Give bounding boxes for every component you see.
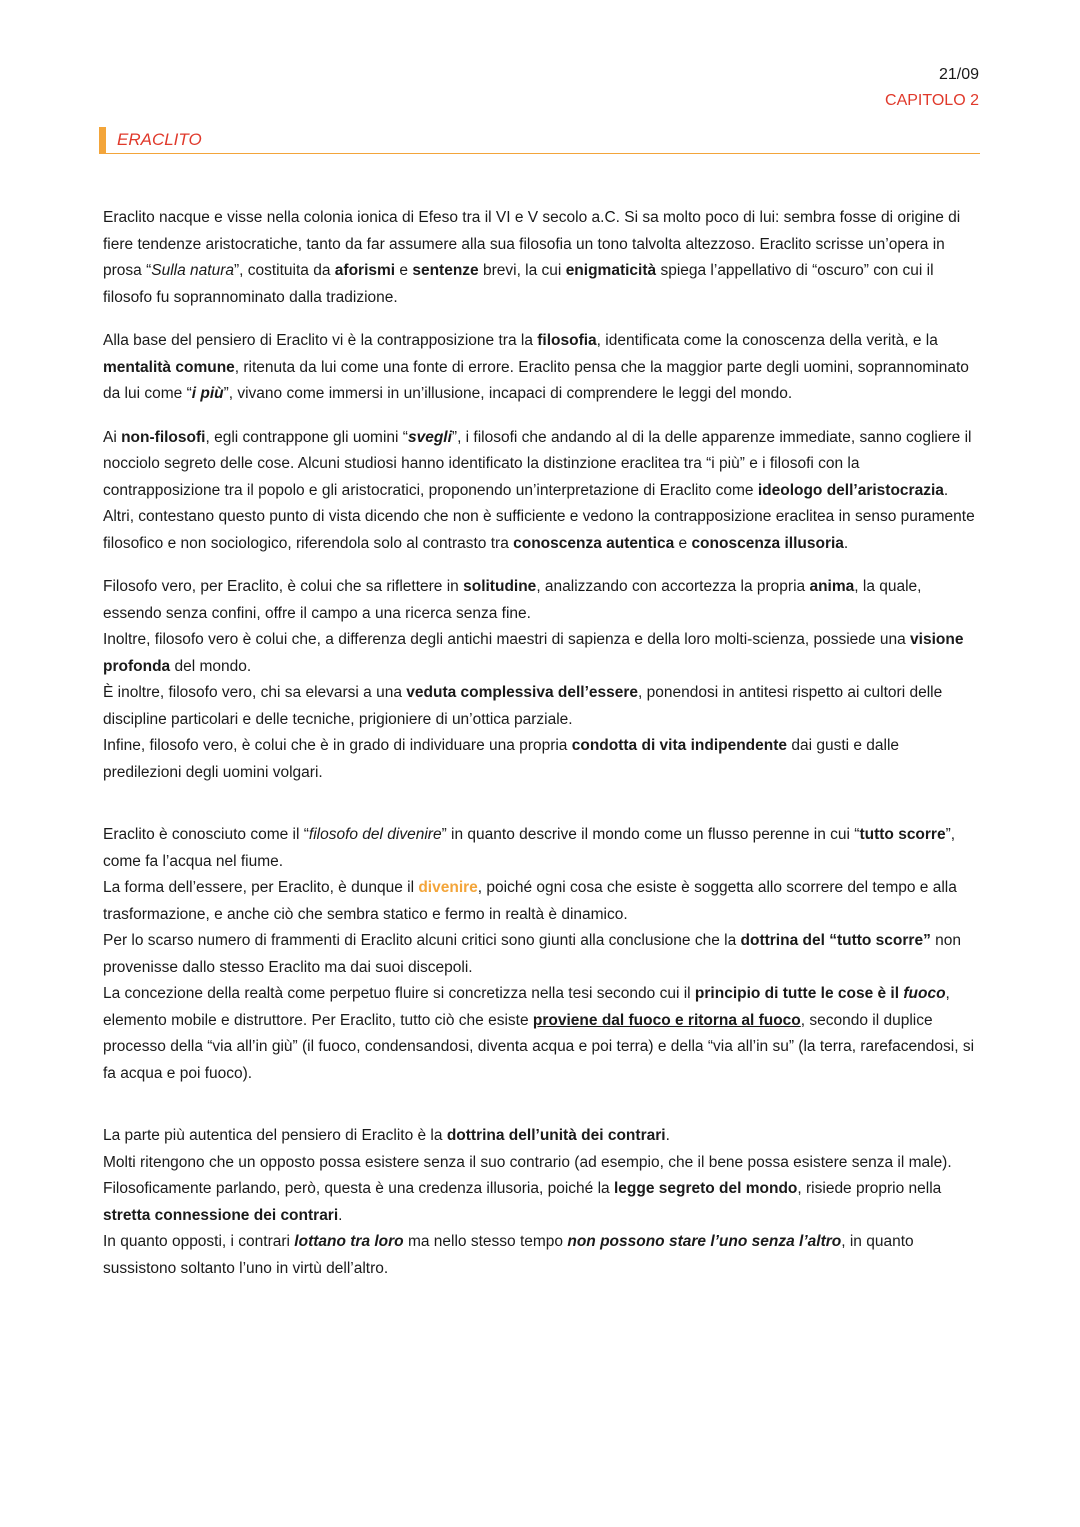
heading-accent-bar [99,127,106,153]
text-run: Eraclito nacque e visse nella colonia ionica di Efeso tra il VI e V secolo a.C. Si sa molto poco di lui: sembra fosse di origine di fiere tendenze aristocratiche, tanto da far assumere alla sua filosofia un tono talvolta altezzoso. Eraclito scrisse un’opera in prosa “ [103,209,961,279]
sentence [103,928,980,981]
section-heading [99,127,980,154]
text-run: spiega l’appellativo di “oscuro” con cui il filosofo fu soprannominato dalla tradizione. [103,262,934,306]
sentence [103,875,980,928]
text-run: dai gusti e dalle predilezioni degli uomini volgari. [103,737,900,781]
page-date: 21/09 [938,66,979,83]
text-run: filosofia [537,332,597,349]
sentence [103,1229,980,1282]
text-run: dottrina del “tutto scorre” [740,932,931,949]
text-run: ”, come fa l’acqua nel fiume. [103,826,956,870]
text-run: ”, i filosofi che andando al di la delle apparenze immediate, sanno cogliere il nocciolo segreto delle cose. Alcuni studiosi hanno identificato la distinzione eraclitea tra “i più” e i filosofi con la contrapposizione tra il popolo e gli aristocratici, proponendo un’interpretazione di Eraclito come [103,428,972,499]
text-run: legge segreto del mondo [613,1180,798,1197]
text-run: Molti ritengono che un opposto possa esistere senza il suo contrario (ad esempio, che il bene possa esistere senza il male). Filosoficamente parlando, però, questa è una credenza illusoria, poiché la [103,1153,952,1197]
text-run: conoscenza autentica [513,534,675,552]
text-run: del mondo. [170,657,252,675]
text-run: , in quanto sussistono soltanto l’uno in virtù dell’altro. [103,1233,914,1277]
paragraph-filosofo-vero [103,574,980,786]
text-run: Eraclito è conosciuto come il “ [103,826,309,843]
text-run: mentalità comune [103,358,235,376]
sentence [103,680,980,733]
text-run: e [674,534,692,552]
sentence [103,981,980,1087]
paragraph-contrari [103,1123,980,1282]
text-run: . Altri, contestano questo punto di vista dicendo che non è sufficiente e vedono la contrapposizione eraclitea in senso puramente filosofico e non sociologico, riferendola solo al contrasto tra [103,481,975,552]
text-run: Filosofo vero, per Eraclito, è colui che sa riflettere in [103,578,464,595]
text-run: ideologo dell’aristocrazia [757,481,944,499]
text-run: . [338,1206,343,1224]
sentence [103,1150,980,1230]
text-run: conoscenza illusoria [691,534,844,552]
text-run: , elemento mobile e distruttore. Per Eraclito, tutto ciò che esiste [103,985,950,1029]
paragraph-divenire [103,822,980,1087]
text-run: e [395,262,413,279]
text-run: La concezione della realtà come perpetuo fluire si concretizza nella tesi secondo cui il [103,985,695,1002]
text-run: solitudine [463,578,537,595]
text-run: i più [191,385,224,402]
underlined-text: proviene dal fuoco e ritorna al fuoco [532,1011,801,1029]
text-run: aforismi [334,262,396,279]
text-run: ma nello stesso tempo [403,1233,568,1250]
sentence [103,733,980,786]
text-run: , identificata come la conoscenza della verità, e la [596,332,938,349]
text-run: , la quale, essendo senza confini, offre il campo a una ricerca senza fine. [103,578,922,622]
text-run: svegli [407,428,452,446]
highlight-divenire: divenire [418,879,478,896]
text-run: filosofo del divenire [308,826,442,843]
sentence [103,822,980,875]
text-run: non-filosofi [121,428,206,446]
text-run: Sulla natura [151,262,234,279]
text-run: brevi, la cui [478,262,566,279]
text-run: visione profonda [103,631,964,675]
page-header [885,62,979,114]
text-run: , ritenuta da lui come una fonte di errore. Eraclito pensa che la maggior parte degli uomini, soprannominato da lui come “ [103,358,969,402]
text-run: La parte più autentica del pensiero di Eraclito è la [103,1127,447,1144]
section-title: ERACLITO [117,130,202,149]
text-run: Alla base del pensiero di Eraclito vi è la contrapposizione tra la [103,332,538,349]
text-run: stretta connessione dei contrari [103,1206,339,1224]
text-run: , risiede proprio nella [797,1180,942,1197]
text-run: principio di tutte le cose è il [694,985,904,1002]
text-run: , secondo il duplice processo della “via all’in giù” (il fuoco, condensandosi, diventa acqua e poi terra) e della “via all’in su” (la terra, rarefacendosi, si fa acqua e poi fuoco). [103,1011,975,1082]
text-run: ”, vivano come immersi in un’illusione, incapaci di comprendere le leggi del mondo. [223,385,793,402]
text-run: ”, costituita da [233,262,335,279]
sentence [103,574,980,627]
text-run: Ai [103,428,122,446]
text-run: sentenze [412,262,479,279]
text-run: veduta complessiva dell’essere [406,684,639,701]
document-body [103,205,980,1299]
text-run: . [665,1127,670,1144]
sentence [103,1123,980,1150]
chapter-label: CAPITOLO 2 [885,92,979,109]
text-run: , poiché ogni cosa che esiste è soggetta allo scorrere del tempo e alla trasformazione, e anche ciò che sembra statico e fermo in realtà è dinamico. [103,879,957,923]
text-run: fuoco [903,985,946,1002]
paragraph-intro [103,205,980,311]
text-run: , analizzando con accortezza la propria [536,578,810,595]
text-run: enigmaticità [565,262,657,279]
text-run: La forma dell’essere, per Eraclito, è dunque il [103,879,419,896]
text-run: anima [809,578,855,595]
text-run: In quanto opposti, i contrari [103,1233,295,1250]
text-run: , egli contrappone gli uomini “ [205,428,408,446]
text-run: , ponendosi in antitesi rispetto ai cultori delle discipline particolari e delle tecniche, prigioniere di un’ottica parziale. [103,684,943,728]
text-run: tutto scorre [859,826,946,843]
text-run: Infine, filosofo vero, è colui che è in grado di individuare una propria [103,737,572,754]
text-run: Per lo scarso numero di frammenti di Eraclito alcuni critici sono giunti alla conclusione che la [103,932,741,949]
text-run: dottrina dell’unità dei contrari [446,1127,666,1144]
text-run: lottano tra loro [294,1233,404,1250]
text-run: non provenisse dallo stesso Eraclito ma dai suoi discepoli. [103,932,962,976]
text-run: ” in quanto descrive il mondo come un flusso perenne in cui “ [441,826,860,843]
paragraph-svegli [103,425,980,558]
paragraph-contrapposizione [103,328,980,408]
text-run: non possono stare l’uno senza l’altro [567,1233,842,1250]
text-run: condotta di vita indipendente [571,737,788,754]
text-run: . [843,534,849,552]
text-run: È inoltre, filosofo vero, chi sa elevarsi a una [103,684,407,701]
sentence [103,627,980,680]
text-run: Inoltre, filosofo vero è colui che, a differenza degli antichi maestri di sapienza e della loro molti-scienza, possiede una [103,631,911,648]
